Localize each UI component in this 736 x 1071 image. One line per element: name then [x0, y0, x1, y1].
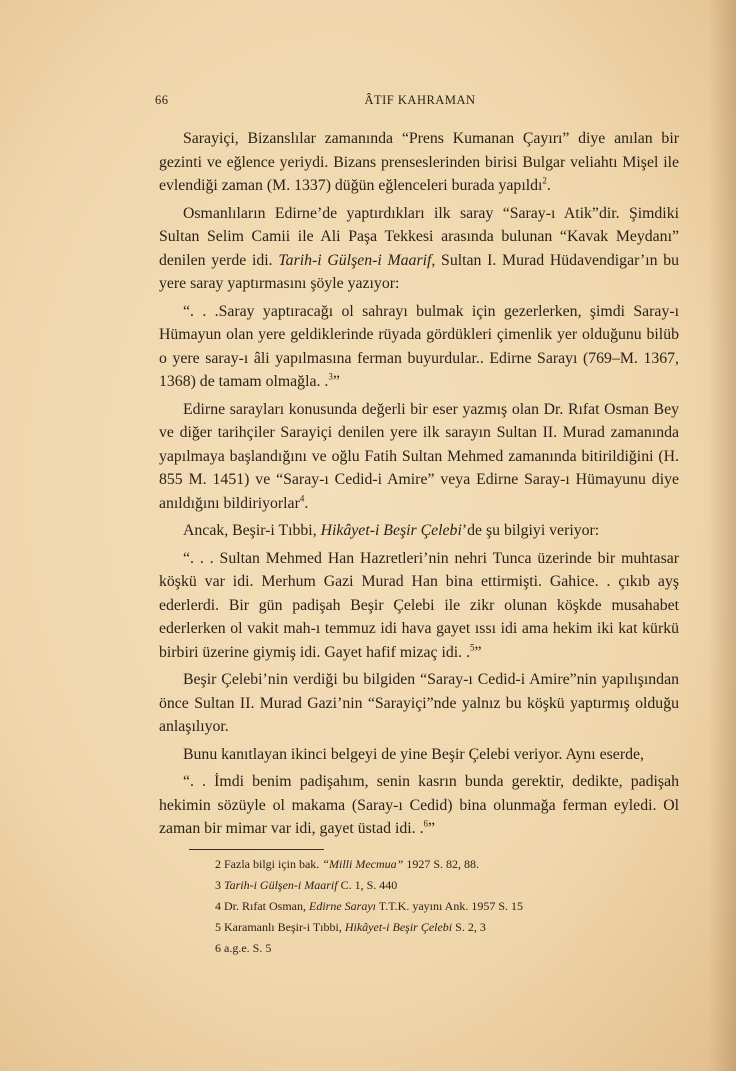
text-run: ’de şu bilgiyi veriyor:	[461, 522, 600, 539]
italic-title: Tarih-i Gülşen-i Maarif	[224, 877, 338, 892]
paragraph	[159, 547, 679, 665]
footnote	[191, 898, 679, 915]
text-run: C. 1, S. 440	[337, 877, 398, 892]
footnote	[191, 877, 679, 894]
text-run: .	[546, 177, 551, 194]
paragraph	[159, 398, 679, 516]
footnote-ref: 6	[423, 818, 429, 829]
text-run: ”	[332, 373, 340, 390]
italic-title: Hikâyet-i Beşir Çelebi	[344, 919, 453, 934]
body-text	[159, 127, 679, 961]
text-run: T.T.K. yayını Ank. 1957 S. 15	[376, 898, 523, 913]
text-run: 4 Dr. Rıfat Osman,	[215, 898, 309, 913]
text-run: ”	[474, 643, 482, 661]
italic-title: Edirne Sarayı	[309, 898, 376, 913]
footnote-ref: 4	[299, 493, 305, 504]
text-run: S. 2, 3	[452, 919, 486, 934]
italic-title: “Milli Mecmua”	[322, 856, 404, 871]
text-run: 1927 S. 82, 88.	[403, 856, 479, 871]
paragraph	[159, 127, 679, 198]
page-edge-shadow	[708, 0, 736, 1071]
footnote-ref: 5	[470, 642, 475, 653]
paragraphs	[159, 127, 679, 841]
text-run: ”	[428, 820, 436, 837]
text-run: 6 a.g.e. S. 5	[215, 940, 272, 955]
paragraph	[159, 202, 679, 296]
text-run: Edirne sarayları konusunda değerli bir eser yazmış olan Dr. Rıfat Osman Bey ve diğer tarihçiler Sarayiçi denilen yere ilk sarayın Sultan II. Murad zamanında yapılmaya başlandığını ve oğlu Fatih Sultan Mehmed zamanında bitirildiğini (H. 855 M. 1451) ve “Saray-ı Cedid-i Amire” veya Edirne Saray-ı Hümayunu diye anıldığını bildiriyorlar	[159, 400, 679, 512]
paragraph	[159, 519, 679, 543]
italic-title: Tarih-i Gülşen-i Maarif,	[278, 251, 436, 269]
text-run: Sarayiçi, Bizanslılar zamanında “Prens Kumanan Çayırı” diye anılan bir gezinti ve eğlence yeriydi. Bizans prenseslerinden birisi Bulgar veliahtı Mişel ile evlendiği zaman (M. 1337) düğün eğlenceleri burada yapıldı	[159, 130, 679, 194]
footnotes	[191, 856, 679, 957]
text-run: .	[304, 494, 309, 512]
text-run: 2 Fazla bilgi için bak.	[215, 856, 323, 871]
footnote	[191, 919, 679, 936]
text-run: Ancak, Beşir-i Tıbbi,	[183, 522, 321, 539]
text-run: 3	[215, 877, 224, 892]
text-run: Sultan I. Murad Hüdavendigar’ın bu yere saray yaptırmasını şöyle yazıyor:	[159, 251, 679, 292]
text-run: “. . . Sultan Mehmed Han Hazretleri’nin nehri Tunca üzerinde bir muhtasar köşkü var idi. Merhum Gazi Murad Han bina ettirmişti. Gahice. . çıkıb ayş ederlerdi. Bir gün padişah Beşir Çelebi ile zikr olunan köşkde musahabet ederlerken ol vakit mah-ı temmuz idi hava gayet ıssı idi ama hekim iki kat kürkü birbiri üzerine giymiş idi. Gayet hafif mizaç idi. .	[159, 549, 679, 661]
italic-title: Hikâyet-i Beşir Çelebi	[320, 522, 462, 539]
text-run: “. . İmdi benim padişahım, senin kasrın bunda gerektir, dedikte, padişah hekimin sözüyle ol makama (Saray-ı Cedid) bina olunmağa ferman eyledi. Ol zaman bir mimar var idi, gayet üstad idi. .	[159, 773, 679, 837]
text-run: 5 Karamanlı Beşir-i Tıbbi,	[215, 919, 345, 934]
footnote-ref: 3	[328, 371, 333, 382]
running-title: ÂTIF KAHRAMAN	[364, 93, 476, 107]
text-run: Beşir Çelebi’nin verdiği bu bilgiden “Saray-ı Cedid-i Amire”nin yapılışından önce Sultan II. Murad Gazi’nin “Sarayiçi”nde yalnız bu köşkü yaptırmış olduğu anlaşılıyor.	[159, 671, 679, 735]
footnote	[191, 856, 679, 873]
paragraph	[159, 300, 679, 394]
footnote-rule	[189, 849, 324, 850]
page-number: 66	[155, 93, 169, 107]
paragraph	[159, 668, 679, 739]
paragraph	[159, 770, 679, 841]
footnote	[191, 940, 679, 957]
footnote-ref: 2	[542, 175, 547, 186]
text-run: Bunu kanıtlayan ikinci belgeyi de yine Beşir Çelebi veriyor. Aynı eserde,	[183, 745, 644, 763]
text-run: Osmanlıların Edirne’de yaptırdıkları ilk saray “Saray-ı Atik”dir. Şimdiki Sultan Selim Camii ile Ali Paşa Tekkesi arasında bulunan “Kavak Meydanı” denilen yerde idi.	[159, 204, 679, 269]
page-header	[155, 93, 685, 113]
text-run: “. . .Saray yaptıracağı ol sahrayı bulmak için gezerlerken, şimdi Saray-ı Hümayun olan yere geldiklerinde rüyada gördükleri çimenlik yer olduğunu bilüb o yere saray-ı âli yapılmasına ferman buyurdular.. Edirne Sarayı (769–M. 1367, 1368) de tamam olmağla. .	[159, 302, 679, 390]
paragraph	[159, 743, 679, 767]
